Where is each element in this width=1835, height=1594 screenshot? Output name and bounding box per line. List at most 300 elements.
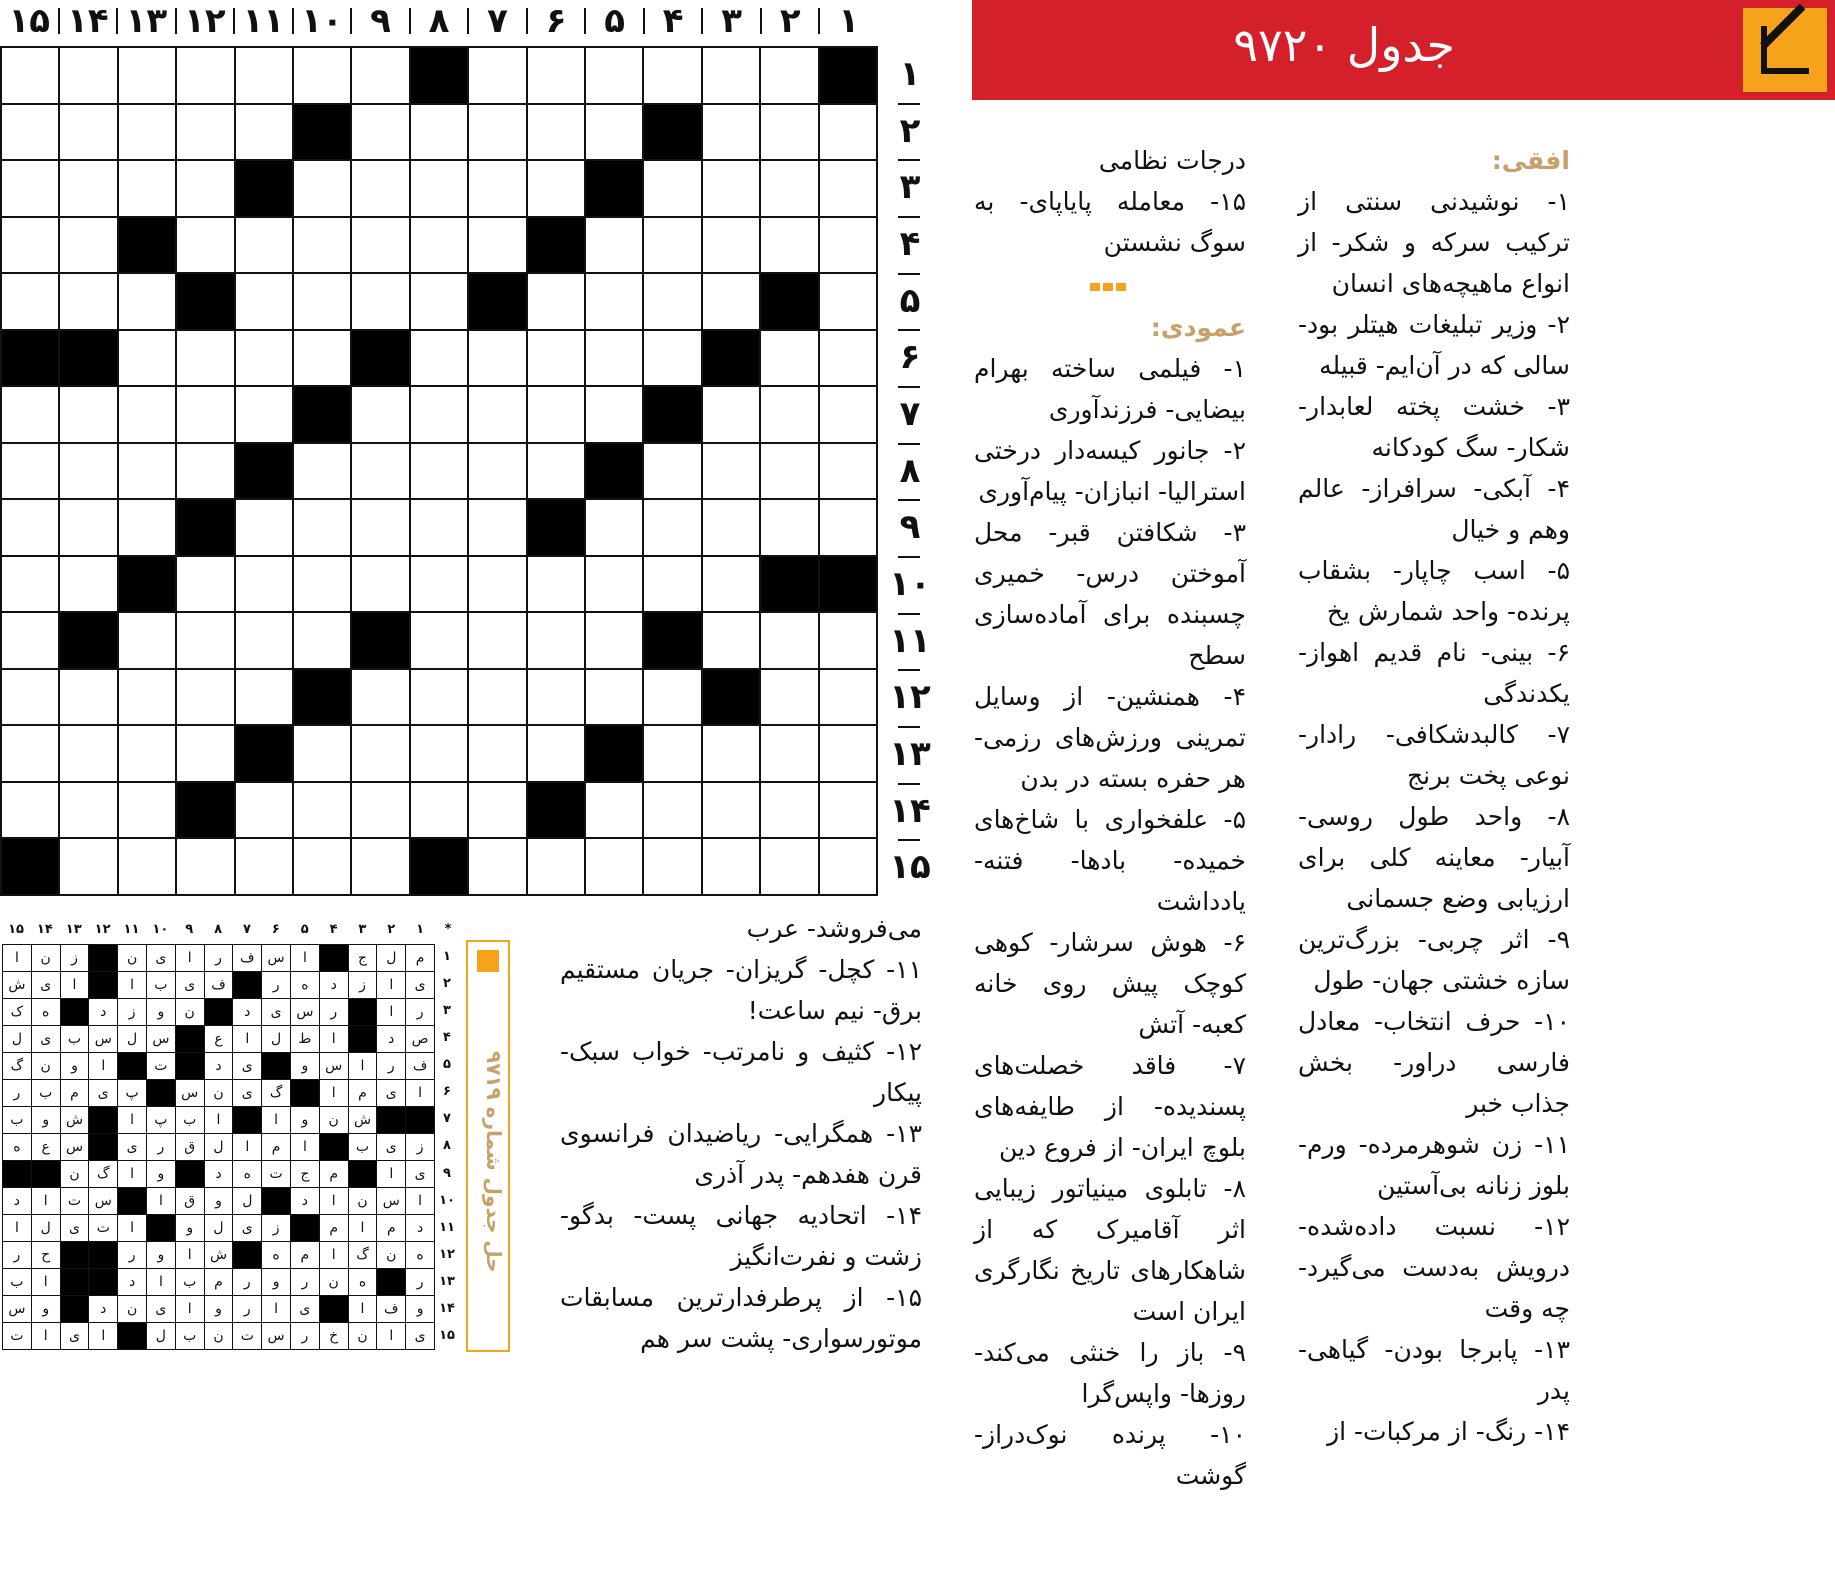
grid-cell[interactable] bbox=[2, 557, 58, 612]
solution-cell: د bbox=[118, 1269, 146, 1295]
grid-cell[interactable] bbox=[411, 500, 467, 555]
grid-cell[interactable] bbox=[528, 444, 584, 499]
solution-cell: ا bbox=[349, 1053, 377, 1079]
column-number: ۵ bbox=[604, 1, 625, 41]
grid-cell[interactable] bbox=[586, 48, 642, 103]
column-separator bbox=[643, 8, 645, 34]
clue: ۹- باز را خنثی می‌کند- روزها- واپس‌گرا bbox=[974, 1338, 1246, 1408]
solution-column-number: ۴ bbox=[329, 922, 338, 937]
clue: ۴- آبکی- سرافراز- عالم وهم و خیال bbox=[1298, 474, 1570, 544]
grid-cell[interactable] bbox=[411, 613, 467, 668]
grid-cell[interactable] bbox=[644, 274, 700, 329]
grid-cell[interactable] bbox=[177, 48, 233, 103]
grid-cell[interactable] bbox=[411, 444, 467, 499]
grid-cell[interactable] bbox=[703, 613, 759, 668]
grid-cell[interactable] bbox=[119, 500, 175, 555]
solution-cell: ل bbox=[3, 1026, 31, 1052]
grid-cell[interactable] bbox=[60, 105, 116, 160]
grid-cell[interactable] bbox=[2, 726, 58, 781]
grid-cell[interactable] bbox=[2, 218, 58, 273]
grid-cell[interactable] bbox=[761, 161, 817, 216]
grid-cell[interactable] bbox=[352, 274, 408, 329]
solution-cell: د bbox=[406, 1215, 434, 1241]
grid-cell[interactable] bbox=[761, 105, 817, 160]
grid-cell[interactable] bbox=[644, 331, 700, 386]
logo-icon bbox=[1743, 8, 1827, 92]
black-cell bbox=[528, 500, 584, 555]
solution-cell: ق bbox=[176, 1188, 204, 1214]
grid-cell[interactable] bbox=[60, 274, 116, 329]
grid-cell[interactable] bbox=[294, 331, 350, 386]
solution-black-cell bbox=[61, 1296, 89, 1322]
grid-cell[interactable] bbox=[469, 444, 525, 499]
solution-column-number: ۱ bbox=[416, 922, 425, 937]
solution-black-cell bbox=[89, 1134, 117, 1160]
grid-cell[interactable] bbox=[586, 274, 642, 329]
solution-cell: ا bbox=[377, 1161, 405, 1187]
grid-cell[interactable] bbox=[352, 105, 408, 160]
grid-cell[interactable] bbox=[177, 161, 233, 216]
grid-cell[interactable] bbox=[469, 218, 525, 273]
grid-cell[interactable] bbox=[60, 444, 116, 499]
column-number: ۶ bbox=[545, 1, 567, 41]
grid-cell[interactable] bbox=[119, 444, 175, 499]
grid-cell[interactable] bbox=[411, 331, 467, 386]
grid-cell[interactable] bbox=[644, 726, 700, 781]
grid-cell[interactable] bbox=[703, 500, 759, 555]
grid-cell[interactable] bbox=[60, 557, 116, 612]
grid-cell[interactable] bbox=[352, 783, 408, 838]
solution-cell: ن bbox=[32, 945, 60, 971]
grid-cell[interactable] bbox=[119, 105, 175, 160]
grid-cell[interactable] bbox=[60, 387, 116, 442]
grid-cell[interactable] bbox=[820, 839, 876, 894]
column-number: ۷ bbox=[487, 1, 508, 41]
solution-cell: ی bbox=[32, 1026, 60, 1052]
grid-cell[interactable] bbox=[294, 500, 350, 555]
grid-cell[interactable] bbox=[294, 726, 350, 781]
grid-cell[interactable] bbox=[177, 105, 233, 160]
black-cell bbox=[586, 161, 642, 216]
grid-cell[interactable] bbox=[119, 331, 175, 386]
grid-cell[interactable] bbox=[2, 500, 58, 555]
grid-cell[interactable] bbox=[703, 161, 759, 216]
grid-cell[interactable] bbox=[177, 218, 233, 273]
solution-cell: د bbox=[320, 972, 348, 998]
grid-cell[interactable] bbox=[528, 105, 584, 160]
clue: ۷- فاقد خصلت‌های پسندیده- از طایفه‌های بلوچ ایران- از فروع دین bbox=[974, 1051, 1246, 1162]
grid-cell[interactable] bbox=[528, 387, 584, 442]
clues-down-continued bbox=[560, 908, 922, 1359]
solution-cell: ا bbox=[262, 1107, 290, 1133]
solution-cell: ر bbox=[291, 1269, 319, 1295]
grid-cell[interactable] bbox=[703, 783, 759, 838]
grid-cell[interactable] bbox=[2, 613, 58, 668]
grid-cell[interactable] bbox=[820, 218, 876, 273]
grid-cell[interactable] bbox=[586, 783, 642, 838]
grid-cell[interactable] bbox=[528, 331, 584, 386]
grid-cell[interactable] bbox=[411, 274, 467, 329]
solution-cell: و bbox=[205, 1188, 233, 1214]
grid-cell[interactable] bbox=[2, 161, 58, 216]
solution-cell: ا bbox=[89, 1323, 117, 1349]
column-number: ۱۳ bbox=[125, 1, 168, 41]
solution-cell: ب bbox=[349, 1134, 377, 1160]
grid-cell[interactable] bbox=[761, 783, 817, 838]
grid-cell[interactable] bbox=[820, 387, 876, 442]
grid-cell[interactable] bbox=[236, 613, 292, 668]
grid-cell[interactable] bbox=[820, 500, 876, 555]
row-separator bbox=[898, 329, 920, 331]
grid-cell[interactable] bbox=[411, 161, 467, 216]
grid-cell[interactable] bbox=[644, 839, 700, 894]
solution-cell: ی bbox=[147, 945, 175, 971]
solution-cell: س bbox=[176, 1080, 204, 1106]
grid-cell[interactable] bbox=[761, 331, 817, 386]
solution-cell: د bbox=[205, 1161, 233, 1187]
row-separator bbox=[898, 103, 920, 105]
solution-cell: ف bbox=[406, 1053, 434, 1079]
grid-cell[interactable] bbox=[411, 726, 467, 781]
grid-cell[interactable] bbox=[236, 218, 292, 273]
grid-cell[interactable] bbox=[352, 500, 408, 555]
clue: ۵- علفخواری با شاخ‌های خمیده- بادها- فتنه- یادداشت bbox=[974, 805, 1246, 916]
solution-black-cell bbox=[61, 1269, 89, 1295]
grid-cell[interactable] bbox=[119, 387, 175, 442]
solution-cell: ش bbox=[3, 972, 31, 998]
grid-cell[interactable] bbox=[236, 500, 292, 555]
grid-cell[interactable] bbox=[294, 48, 350, 103]
solution-cell: و bbox=[61, 1053, 89, 1079]
grid-cell[interactable] bbox=[2, 387, 58, 442]
grid-cell[interactable] bbox=[2, 783, 58, 838]
grid-cell[interactable] bbox=[119, 48, 175, 103]
grid-cell[interactable] bbox=[469, 48, 525, 103]
grid-cell[interactable] bbox=[236, 783, 292, 838]
solution-cell: س bbox=[320, 1053, 348, 1079]
grid-cell[interactable] bbox=[236, 670, 292, 725]
grid-cell[interactable] bbox=[820, 726, 876, 781]
grid-cell[interactable] bbox=[177, 726, 233, 781]
grid-cell[interactable] bbox=[2, 48, 58, 103]
grid-cell[interactable] bbox=[586, 218, 642, 273]
puzzle-header bbox=[972, 0, 1835, 100]
grid-cell[interactable] bbox=[644, 783, 700, 838]
grid-cell[interactable] bbox=[586, 613, 642, 668]
grid-cell[interactable] bbox=[644, 444, 700, 499]
column-number: ۱۵ bbox=[8, 1, 51, 41]
grid-cell[interactable] bbox=[177, 387, 233, 442]
grid-cell[interactable] bbox=[2, 274, 58, 329]
grid-cell[interactable] bbox=[703, 444, 759, 499]
column-separator bbox=[760, 8, 762, 34]
grid-cell[interactable] bbox=[528, 613, 584, 668]
grid-cell[interactable] bbox=[761, 670, 817, 725]
solution-column-number: ۱۳ bbox=[65, 922, 82, 937]
grid-cell[interactable] bbox=[236, 839, 292, 894]
grid-cell[interactable] bbox=[820, 444, 876, 499]
solution-cell: ی bbox=[89, 1080, 117, 1106]
grid-cell[interactable] bbox=[703, 274, 759, 329]
grid-cell[interactable] bbox=[820, 331, 876, 386]
grid-cell[interactable] bbox=[644, 161, 700, 216]
grid-cell[interactable] bbox=[60, 726, 116, 781]
grid-cell[interactable] bbox=[177, 331, 233, 386]
grid-cell[interactable] bbox=[236, 274, 292, 329]
grid-cell[interactable] bbox=[761, 218, 817, 273]
grid-cell[interactable] bbox=[586, 839, 642, 894]
grid-cell[interactable] bbox=[469, 613, 525, 668]
grid-cell[interactable] bbox=[236, 557, 292, 612]
solution-row-number: ۵ bbox=[443, 1057, 451, 1073]
grid-cell[interactable] bbox=[352, 444, 408, 499]
grid-cell[interactable] bbox=[60, 783, 116, 838]
grid-cell[interactable] bbox=[703, 48, 759, 103]
solution-cell: و bbox=[205, 1296, 233, 1322]
grid-cell[interactable] bbox=[352, 726, 408, 781]
solution-cell: س bbox=[147, 1026, 175, 1052]
solution-column-number: ۱۱ bbox=[123, 922, 140, 937]
solution-cell: ا bbox=[118, 1215, 146, 1241]
grid-cell[interactable] bbox=[119, 613, 175, 668]
grid-cell[interactable] bbox=[177, 444, 233, 499]
grid-cell[interactable] bbox=[352, 48, 408, 103]
grid-cell[interactable] bbox=[644, 48, 700, 103]
grid-cell[interactable] bbox=[177, 670, 233, 725]
grid-cell[interactable] bbox=[294, 218, 350, 273]
solution-cell: ا bbox=[377, 999, 405, 1025]
grid-cell[interactable] bbox=[703, 839, 759, 894]
grid-cell[interactable] bbox=[761, 613, 817, 668]
grid-cell[interactable] bbox=[703, 387, 759, 442]
solution-cell: ت bbox=[147, 1053, 175, 1079]
grid-cell[interactable] bbox=[411, 218, 467, 273]
grid-cell[interactable] bbox=[820, 613, 876, 668]
grid-cell[interactable] bbox=[528, 161, 584, 216]
grid-cell[interactable] bbox=[469, 387, 525, 442]
grid-cell[interactable] bbox=[294, 783, 350, 838]
solution-cell: ف bbox=[233, 945, 261, 971]
grid-cell[interactable] bbox=[352, 161, 408, 216]
grid-cell[interactable] bbox=[469, 500, 525, 555]
grid-cell[interactable] bbox=[703, 105, 759, 160]
grid-cell[interactable] bbox=[703, 557, 759, 612]
grid-cell[interactable] bbox=[411, 783, 467, 838]
grid-cell[interactable] bbox=[119, 161, 175, 216]
solution-cell: ه bbox=[233, 1161, 261, 1187]
clue: ۱۵- از پرطرفدارترین مسابقات موتورسواری- پشت سر هم bbox=[560, 1283, 922, 1353]
column-separator bbox=[116, 8, 118, 34]
grid-cell[interactable] bbox=[2, 670, 58, 725]
clue: ۱۰- پرنده نوک‌دراز- گوشت bbox=[974, 1420, 1246, 1490]
grid-cell[interactable] bbox=[820, 274, 876, 329]
solution-cell: ی bbox=[377, 1134, 405, 1160]
grid-cell[interactable] bbox=[119, 670, 175, 725]
solution-cell: ت bbox=[3, 1323, 31, 1349]
grid-cell[interactable] bbox=[236, 48, 292, 103]
solution-cell: ا bbox=[291, 1134, 319, 1160]
row-number: ۱۲ bbox=[889, 677, 931, 718]
solution-row-number: ۸ bbox=[443, 1138, 451, 1154]
solution-black-cell bbox=[176, 1026, 204, 1052]
solution-cell: ن bbox=[61, 1161, 89, 1187]
column-number: ۱۲ bbox=[184, 1, 226, 41]
solution-cell: ب bbox=[3, 1269, 31, 1295]
solution-cell: ت bbox=[233, 1323, 261, 1349]
grid-cell[interactable] bbox=[761, 726, 817, 781]
grid-cell[interactable] bbox=[644, 500, 700, 555]
solution-cell: ز bbox=[349, 972, 377, 998]
grid-cell[interactable] bbox=[469, 331, 525, 386]
grid-cell[interactable] bbox=[820, 105, 876, 160]
solution-logo-icon bbox=[477, 950, 499, 972]
grid-cell[interactable] bbox=[177, 613, 233, 668]
grid-cell[interactable] bbox=[177, 557, 233, 612]
grid-cell[interactable] bbox=[236, 387, 292, 442]
grid-cell[interactable] bbox=[528, 274, 584, 329]
grid-cell[interactable] bbox=[411, 557, 467, 612]
solution-cell: د bbox=[89, 999, 117, 1025]
solution-black-cell bbox=[118, 1188, 146, 1214]
grid-cell[interactable] bbox=[761, 839, 817, 894]
solution-cell: ه bbox=[3, 1134, 31, 1160]
solution-cell: ن bbox=[205, 1080, 233, 1106]
grid-cell[interactable] bbox=[528, 48, 584, 103]
solution-black-cell bbox=[349, 999, 377, 1025]
solution-cell: ب bbox=[176, 1323, 204, 1349]
solution-cell: ف bbox=[377, 1296, 405, 1322]
grid-cell[interactable] bbox=[469, 783, 525, 838]
solution-cell: د bbox=[233, 999, 261, 1025]
solution-cell: ا bbox=[291, 945, 319, 971]
clue-heading: افقی: bbox=[1491, 146, 1570, 175]
solution-black-cell bbox=[320, 1296, 348, 1322]
grid-cell[interactable] bbox=[528, 726, 584, 781]
row-number: ۱۳ bbox=[889, 734, 931, 774]
grid-cell[interactable] bbox=[60, 48, 116, 103]
solution-cell: ا bbox=[176, 1242, 204, 1268]
solution-cell: ا bbox=[32, 1188, 60, 1214]
grid-cell[interactable] bbox=[411, 105, 467, 160]
solution-cell: ر bbox=[205, 945, 233, 971]
grid-cell[interactable] bbox=[352, 670, 408, 725]
grid-cell[interactable] bbox=[2, 444, 58, 499]
solution-cell: ی bbox=[262, 999, 290, 1025]
grid-cell[interactable] bbox=[352, 557, 408, 612]
grid-cell[interactable] bbox=[411, 387, 467, 442]
black-cell bbox=[236, 161, 292, 216]
solution-row-number: ۲ bbox=[443, 976, 451, 992]
grid-cell[interactable] bbox=[60, 218, 116, 273]
grid-cell[interactable] bbox=[761, 500, 817, 555]
grid-cell[interactable] bbox=[528, 557, 584, 612]
solution-cell: ا bbox=[61, 972, 89, 998]
grid-cell[interactable] bbox=[119, 274, 175, 329]
grid-cell[interactable] bbox=[644, 218, 700, 273]
grid-cell[interactable] bbox=[820, 670, 876, 725]
grid-cell[interactable] bbox=[644, 557, 700, 612]
grid-cell[interactable] bbox=[528, 839, 584, 894]
clues-down-column bbox=[974, 140, 1246, 1496]
grid-cell[interactable] bbox=[2, 105, 58, 160]
solution-black-cell bbox=[89, 1242, 117, 1268]
grid-cell[interactable] bbox=[820, 161, 876, 216]
grid-cell[interactable] bbox=[294, 839, 350, 894]
grid-cell[interactable] bbox=[294, 444, 350, 499]
row-number: ۸ bbox=[899, 450, 921, 491]
solution-cell: ا bbox=[320, 1242, 348, 1268]
solution-cell: م bbox=[349, 1080, 377, 1106]
grid-cell[interactable] bbox=[177, 839, 233, 894]
grid-cell[interactable] bbox=[294, 557, 350, 612]
grid-cell[interactable] bbox=[352, 387, 408, 442]
grid-cell[interactable] bbox=[119, 726, 175, 781]
grid-cell[interactable] bbox=[119, 783, 175, 838]
clue: ۱۴- اتحادیه جهانی پست- بدگو- زشت و نفرت‌انگیز bbox=[560, 1201, 922, 1271]
grid-cell[interactable] bbox=[586, 670, 642, 725]
solution-column-number: ۱۰ bbox=[152, 922, 169, 937]
solution-cell: ی bbox=[406, 972, 434, 998]
grid-cell[interactable] bbox=[294, 274, 350, 329]
grid-cell[interactable] bbox=[761, 48, 817, 103]
solution-black-cell bbox=[147, 1080, 175, 1106]
grid-cell[interactable] bbox=[236, 331, 292, 386]
grid-cell[interactable] bbox=[411, 670, 467, 725]
grid-cell[interactable] bbox=[469, 557, 525, 612]
grid-cell[interactable] bbox=[469, 726, 525, 781]
grid-cell[interactable] bbox=[119, 839, 175, 894]
grid-cell[interactable] bbox=[469, 105, 525, 160]
black-cell bbox=[294, 105, 350, 160]
solution-cell: ل bbox=[205, 1215, 233, 1241]
solution-cell: ر bbox=[147, 1134, 175, 1160]
black-cell bbox=[644, 387, 700, 442]
grid-cell[interactable] bbox=[294, 613, 350, 668]
grid-cell[interactable] bbox=[236, 105, 292, 160]
grid-cell[interactable] bbox=[586, 500, 642, 555]
grid-cell[interactable] bbox=[60, 839, 116, 894]
grid-cell[interactable] bbox=[703, 726, 759, 781]
row-number: ۵ bbox=[899, 280, 921, 321]
grid-cell[interactable] bbox=[352, 839, 408, 894]
grid-cell[interactable] bbox=[644, 670, 700, 725]
grid-cell[interactable] bbox=[60, 670, 116, 725]
solution-black-cell bbox=[233, 1242, 261, 1268]
grid-cell[interactable] bbox=[703, 218, 759, 273]
grid-cell[interactable] bbox=[761, 444, 817, 499]
grid-cell[interactable] bbox=[820, 783, 876, 838]
grid-cell[interactable] bbox=[761, 387, 817, 442]
solution-cell: م bbox=[320, 1161, 348, 1187]
column-separator bbox=[584, 8, 586, 34]
grid-cell[interactable] bbox=[528, 670, 584, 725]
grid-cell[interactable] bbox=[352, 218, 408, 273]
grid-cell[interactable] bbox=[469, 161, 525, 216]
grid-cell[interactable] bbox=[469, 670, 525, 725]
black-cell bbox=[586, 726, 642, 781]
grid-cell[interactable] bbox=[469, 839, 525, 894]
grid-cell[interactable] bbox=[586, 105, 642, 160]
solution-cell: ن bbox=[118, 945, 146, 971]
grid-cell[interactable] bbox=[294, 161, 350, 216]
solution-column-number: ۵ bbox=[300, 922, 309, 937]
grid-cell[interactable] bbox=[60, 161, 116, 216]
solution-row-number: ۴ bbox=[443, 1030, 451, 1046]
grid-cell[interactable] bbox=[60, 500, 116, 555]
grid-cell[interactable] bbox=[586, 557, 642, 612]
grid-cell[interactable] bbox=[586, 387, 642, 442]
grid-cell[interactable] bbox=[586, 331, 642, 386]
